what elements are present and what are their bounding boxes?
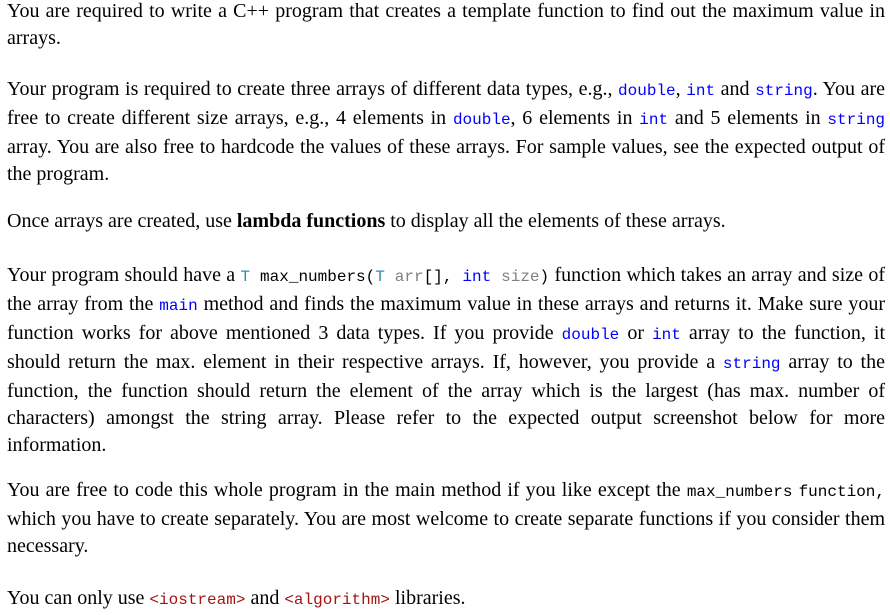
code-function-word: function, xyxy=(798,483,885,501)
arrays-text-1: Your program is required to create three arrays of different data types, e.g., xyxy=(7,78,619,100)
main-text-1: You are free to code this whole program in the main method if you like except the xyxy=(7,479,687,501)
code-close-paren: ) xyxy=(539,268,550,286)
code-string: string xyxy=(755,82,813,100)
arrays-text-4: . You are free to create different size arrays, e.g., 4 elements in xyxy=(7,78,885,129)
function-paragraph xyxy=(7,262,885,459)
lambda-bold-term: lambda functions xyxy=(236,210,386,232)
code-string: string xyxy=(722,355,781,373)
code-brackets: [], xyxy=(423,268,463,286)
function-text-2: function which takes an array and size of the array from the xyxy=(7,264,886,315)
libraries-text-2: and xyxy=(245,587,285,609)
main-method-paragraph xyxy=(7,477,885,560)
function-text-1: Your program should have a xyxy=(7,264,241,286)
arrays-text-2: , xyxy=(675,78,687,100)
intro-text: You are required to write a C++ program that creates a template function to find out the maximum value in arrays. xyxy=(7,0,885,49)
code-int: int xyxy=(652,326,681,344)
code-double: double xyxy=(561,326,620,344)
code-algorithm: <algorithm> xyxy=(284,591,390,609)
function-text-6: array to the function, the function should return the element of the array which is the largest (has max. number of characters) amongst the string array. Please refer to the expected output screenshot below for more information. xyxy=(7,351,885,456)
code-param-arr: arr xyxy=(384,268,424,286)
function-text-4: or xyxy=(619,322,653,344)
lambda-text-2: to display all the elements of these arrays. xyxy=(385,210,726,232)
code-main: main xyxy=(159,297,198,315)
code-double: double xyxy=(618,82,676,100)
function-text-3: method and finds the maximum value in these arrays and returns it. Make sure your function works for above mentioned 3 data types. If you provide xyxy=(7,293,885,344)
intro-paragraph xyxy=(7,0,885,52)
code-function-name: max_numbers( xyxy=(250,268,376,286)
code-param-size: size xyxy=(491,268,540,286)
arrays-text-3: and xyxy=(715,78,756,100)
code-max-numbers: max_numbers xyxy=(686,483,793,501)
code-int: int xyxy=(686,82,716,100)
code-double: double xyxy=(452,111,511,129)
arrays-paragraph xyxy=(7,76,885,188)
main-text-3: which you have to create separately. You are most welcome to create separate functions if you consider them necessary. xyxy=(7,508,885,557)
arrays-text-7: array. You are also free to hardcode the values of these arrays. For sample values, see the expected output of the program. xyxy=(7,136,885,185)
code-int: int xyxy=(639,111,669,129)
lambda-paragraph xyxy=(7,208,885,235)
libraries-paragraph xyxy=(7,585,885,614)
lambda-text-1: Once arrays are created, use xyxy=(7,210,237,232)
code-string: string xyxy=(827,111,886,129)
arrays-text-5: , 6 elements in xyxy=(510,107,640,129)
function-text-5: array to the function, it should return the max. element in their respective arrays. If, however, you provide a xyxy=(7,322,886,373)
libraries-text-1: You can only use xyxy=(7,587,150,609)
code-type-param: T xyxy=(240,268,251,286)
arrays-text-6: and 5 elements in xyxy=(668,107,828,129)
code-int: int xyxy=(462,268,492,286)
code-iostream: <iostream> xyxy=(149,591,246,609)
libraries-text-3: libraries. xyxy=(389,587,466,609)
code-type-param: T xyxy=(375,268,385,286)
